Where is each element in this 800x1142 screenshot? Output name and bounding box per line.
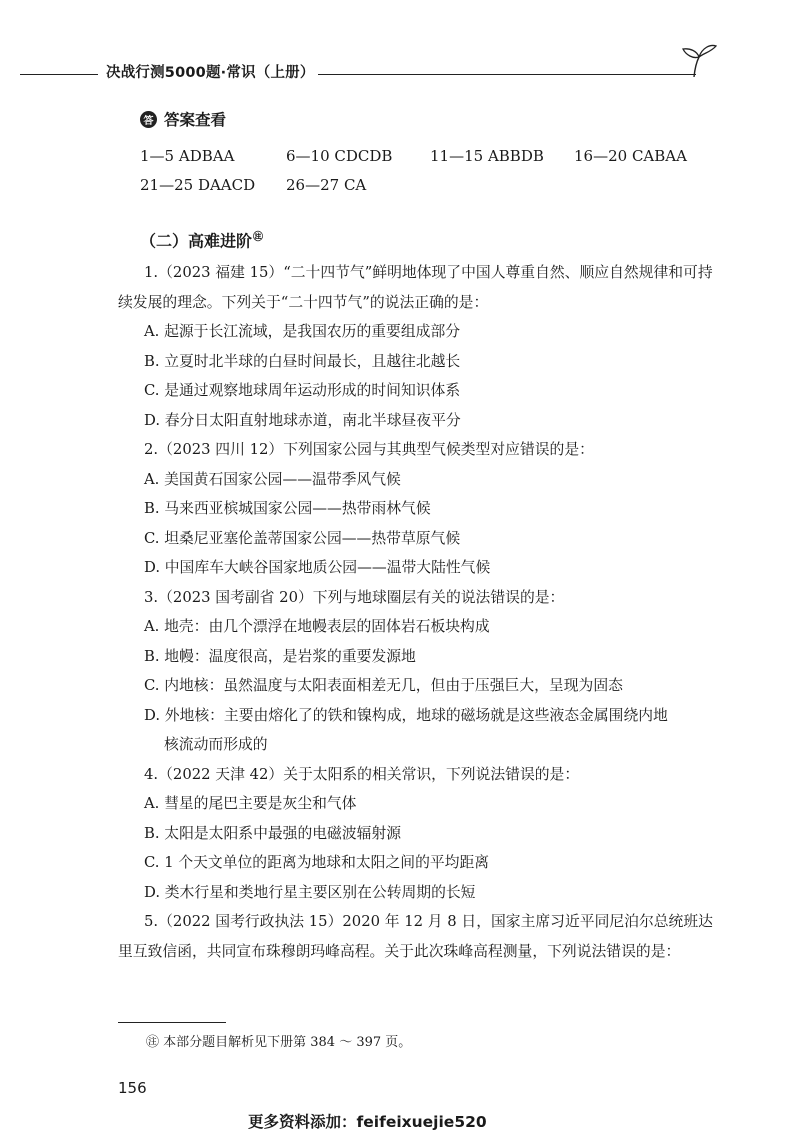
question-stem: 5.（2022 国考行政执法 15）2020 年 12 月 8 日，国家主席习近平同尼泊尔总统班达里互致信函，共同宣布珠穆朗玛峰高程。关于此次珠峰高程测量，下列说法错误的是：	[118, 913, 713, 960]
answer-badge-icon: 答	[140, 111, 157, 128]
question-option: A. 地壳：由几个漂浮在地幔表层的固体岩石板块构成	[144, 618, 490, 635]
question-option: D. 春分日太阳直射地球赤道，南北半球昼夜平分	[144, 411, 461, 429]
question-option: C. 1 个天文单位的距离为地球和太阳之间的平均距离	[144, 854, 490, 871]
answer-item: 1—5 ADBAA	[140, 147, 235, 165]
question-stem: 2.（2023 四川 12）下列国家公园与其典型气候类型对应错误的是：	[144, 441, 594, 458]
answer-heading	[140, 108, 226, 130]
question-list	[118, 258, 718, 966]
question-stem: 3.（2023 国考副省 20）下列与地球圈层有关的说法错误的是：	[144, 588, 565, 606]
question-option: C. 是通过观察地球周年运动形成的时间知识体系	[144, 382, 461, 399]
section-title: （二）高难进阶	[140, 231, 253, 251]
question-option: C. 坦桑尼亚塞伦盖蒂国家公园——热带草原气候	[144, 529, 461, 547]
answer-item: 16—20 CABAA	[574, 147, 687, 165]
question-stem: 1.（2023 福建 15）“二十四节气”鲜明地体现了中国人尊重自然、顺应自然规律和可持续发展的理念。下列关于“二十四节气”的说法正确的是：	[118, 264, 713, 311]
question-option: D. 中国库车大峡谷国家地质公园——温带大陆性气候	[144, 559, 491, 576]
footnote-rule	[118, 1022, 226, 1023]
answer-item: 26—27 CA	[286, 176, 367, 194]
sprout-icon	[680, 43, 718, 77]
answer-item: 21—25 DAACD	[140, 176, 256, 194]
header-rule-left	[20, 74, 98, 75]
answer-item: 6—10 CDCDB	[286, 147, 393, 165]
question-option: D. 类木行星和类地行星主要区别在公转周期的长短	[144, 883, 476, 901]
answer-item: 11—15 ABBDB	[430, 147, 544, 165]
question-option: A. 起源于长江流域，是我国农历的重要组成部分	[144, 323, 461, 340]
question-option: A. 彗星的尾巴主要是灰尘和气体	[144, 795, 357, 812]
question-option: A. 美国黄石国家公园——温带季风气候	[144, 470, 401, 488]
question-option	[118, 701, 718, 760]
question-option: C. 内地核：虽然温度与太阳表面相差无几，但由于压强巨大，呈现为固态	[144, 677, 623, 694]
question-option: B. 立夏时北半球的白昼时间最长，且越往北越长	[144, 352, 461, 370]
question-option: B. 马来西亚槟城国家公园——热带雨林气候	[144, 500, 431, 517]
footnote-mark: ㊟	[253, 232, 264, 243]
answer-section	[140, 108, 226, 130]
running-header-title: 决战行测5000题·常识（上册）	[106, 65, 315, 81]
answer-title: 答案查看	[164, 111, 227, 129]
page-number: 156	[118, 1079, 147, 1097]
option-line-continued: 核流动而形成的	[164, 736, 268, 753]
option-line: D. 外地核：主要由熔化了的铁和镍构成，地球的磁场就是这些液态金属围绕内地	[144, 706, 668, 724]
question-option: B. 太阳是太阳系中最强的电磁波辐射源	[144, 824, 402, 842]
header-rule-right	[318, 74, 696, 75]
question-option: B. 地幔：温度很高，是岩浆的重要发源地	[144, 647, 416, 665]
question-stem: 4.（2022 天津 42）关于太阳系的相关常识，下列说法错误的是：	[144, 765, 580, 783]
section-heading	[140, 228, 263, 251]
watermark-text: 更多资料添加：feifeixuejie520	[248, 1113, 487, 1131]
footnote: ㊟ 本部分题目解析见下册第 384 ～ 397 页。	[146, 1035, 412, 1050]
